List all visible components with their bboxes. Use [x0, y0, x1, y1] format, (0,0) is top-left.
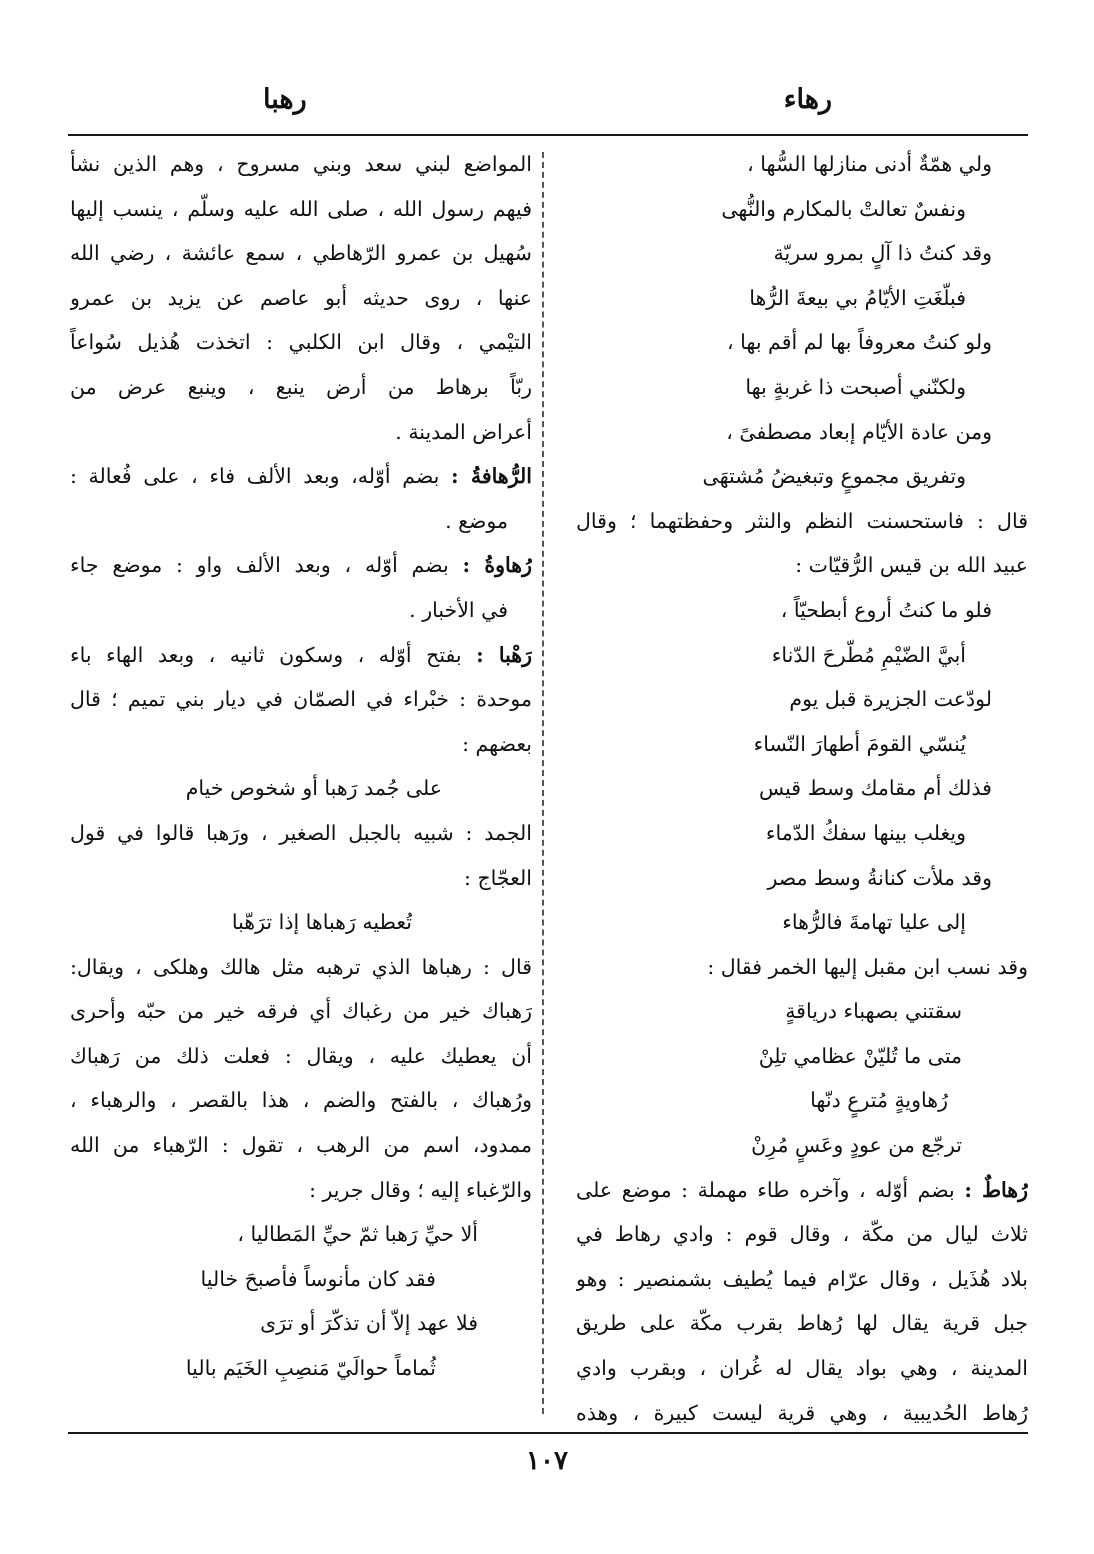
line-text: رَهباك خير من رغباك أي فرقه خير من حبّه وأحرى [70, 999, 532, 1024]
text-line [576, 1212, 1028, 1257]
entry-headword: رُهاطٌ : [964, 1177, 1028, 1202]
line-text: بضم أوّله، وبعد الألف فاء ، على فُعالة : [70, 464, 452, 489]
line-text: أن يعطيك عليه ، ويقال : فعلت ذلك من رَهباك [70, 1043, 532, 1068]
text-line [576, 633, 1028, 678]
line-text: العجّاج : [464, 865, 532, 890]
entry-headword: رَهْبا : [476, 642, 532, 667]
text-line [70, 633, 532, 678]
text-line [70, 1123, 532, 1168]
text-line [576, 588, 1028, 633]
text-line [70, 543, 532, 588]
text-line [70, 811, 532, 856]
text-line [576, 320, 1028, 365]
line-text: يُنسّي القومَ أطهارَ النّساء [753, 731, 966, 756]
text-line [70, 856, 532, 901]
text-line [70, 1257, 532, 1302]
text-line [576, 276, 1028, 321]
text-line [70, 1034, 532, 1079]
text-line [576, 677, 1028, 722]
text-line [576, 142, 1028, 187]
line-text: بفتح أوّله ، وسكون ثانيه ، وبعد الهاء باء [70, 642, 477, 667]
line-text: موضع . [445, 508, 508, 533]
text-line [70, 454, 532, 499]
line-text: بضم أوّله ، وبعد الألف واو : موضع جاء [70, 553, 463, 578]
text-line [576, 1391, 1028, 1436]
line-text: فبلّغَتِ الأيّامُ بي بيعةَ الرُّها [749, 285, 966, 310]
line-text: وقد كنتُ ذا آلٍ بمرو سريّة [773, 241, 992, 266]
text-line [70, 499, 532, 544]
text-line [70, 320, 532, 365]
text-line [70, 945, 532, 990]
text-line [70, 365, 532, 410]
text-line [576, 1123, 1028, 1168]
text-line [576, 1301, 1028, 1346]
line-text: ثُماماً حوالَيّ مَنصِبِ الخَيَم باليا [185, 1356, 436, 1381]
line-text: قال : رهباها الذي ترهبه مثل هالك وهلكى ، ويقال: [70, 954, 532, 979]
text-line [576, 989, 1028, 1034]
line-text: فيهم رسول الله ، صلى الله عليه وسلّم ، ينسب إليها [70, 196, 532, 221]
text-line [70, 410, 532, 455]
text-line [70, 722, 532, 767]
text-line [576, 1078, 1028, 1123]
line-text: تُعطيه رَهباها إذا ترَهّبا [231, 910, 412, 935]
line-text: أعراض المدينة . [395, 419, 532, 444]
text-line [70, 588, 532, 633]
text-line [576, 900, 1028, 945]
right-header-word: رهاء [783, 84, 832, 115]
line-text: ولي همّةٌ أدنى منازلها السُّها ، [747, 152, 992, 176]
entry-headword: الرُّهافةُ : [451, 464, 532, 489]
line-text: سُهيل بن عمرو الرّهاطي ، سمع عائشة ، رضي الله [70, 241, 532, 266]
line-text: الجمد : شبيه بالجبل الصغير ، ورَهبا قالوا في قول [70, 820, 532, 845]
line-text: ويغلب بينها سفكُ الدّماء [765, 820, 966, 845]
line-text: وتفريق مجموعٍ وتبغيضُ مُشتهَى [702, 464, 966, 489]
text-line [70, 677, 532, 722]
line-text: فلا عهد إلاّ أن تذكّرَ أو ترَى [260, 1311, 478, 1336]
text-line [576, 1034, 1028, 1079]
text-line [70, 142, 532, 187]
line-text: بلاد هُذَيل ، وقال عرّام فيما يُطيف بشمنصير : وهو [576, 1266, 1028, 1291]
line-text: ونفسٌ تعالتْ بالمكارم والنُّهى [721, 196, 966, 221]
text-line [576, 365, 1028, 410]
line-text: إلى عليا تهامةَ فالرُّهاء [782, 910, 966, 935]
text-line [70, 187, 532, 232]
text-line [576, 856, 1028, 901]
text-line [70, 1168, 532, 1213]
line-text: بضم أوّله ، وآخره طاء مهملة : موضع على [576, 1177, 965, 1202]
line-text: التيْمي ، وقال ابن الكلبي : اتخذت هُذيل سُواعاً [70, 330, 532, 355]
line-text: المواضع لبني سعد وبني مسروح ، وهم الذين نشأ [70, 152, 532, 176]
text-line [576, 722, 1028, 767]
text-line [70, 766, 532, 811]
entry-headword: رُهاوةُ : [462, 553, 532, 578]
text-line [70, 989, 532, 1034]
text-line [576, 499, 1028, 544]
text-line [576, 1346, 1028, 1391]
line-text: بعضهم : [462, 731, 532, 756]
line-text: على جُمد رَهبا أو شخوص خيام [185, 776, 442, 801]
column-divider [542, 152, 544, 1414]
line-text: متى ما تُليّنْ عظامي تلِنْ [758, 1043, 962, 1068]
line-text: أبيَّ الضّيْمِ مُطّرحَ الدّناء [771, 642, 966, 667]
line-text: موحدة : خبْراء في الصمّان في ديار بني تميم ؛ قال [70, 687, 532, 712]
line-text: وقد نسب ابن مقبل إليها الخمر فقال : [707, 954, 1028, 979]
text-line [576, 1168, 1028, 1213]
text-line [576, 187, 1028, 232]
text-line [576, 766, 1028, 811]
line-text: رُهاط الحُديبية ، وهي قرية ليست كبيرة ، وهذه [576, 1400, 1028, 1425]
line-text: قال : فاستحسنت النظم والنثر وحفظتهما ؛ وقال [576, 508, 1028, 533]
footer-rule [68, 1432, 1028, 1434]
line-text: ومن عادة الأيّام إبعاد مصطفىً ، [726, 419, 992, 444]
page-number: ١٠٧ [526, 1446, 568, 1476]
line-text: سقتني بصهباء درياقةٍ [785, 999, 962, 1024]
line-text: ربّاً برهاط من أرض ينبع ، وينبع عرض من [70, 374, 532, 399]
left-header-word: رهبا [263, 84, 307, 115]
line-text: عنها ، روى حديثه أبو عاصم عن يزيد بن عمرو [70, 285, 532, 310]
line-text: فلو ما كنتُ أروع أبطحيّاً ، [780, 597, 992, 622]
line-text: والرّغباء إليه ؛ وقال جرير : [309, 1177, 532, 1202]
text-line [576, 1257, 1028, 1302]
text-line [576, 454, 1028, 499]
line-text: ألا حيِّ رَهبا ثمّ حيِّ المَطاليا ، [237, 1222, 478, 1247]
text-line [70, 1212, 532, 1257]
text-line [70, 276, 532, 321]
line-text: وقد ملأت كنانةُ وسط مصر [767, 865, 992, 890]
line-text: فقد كان مأنوساً فأصبحَ خاليا [200, 1266, 436, 1291]
left-column [70, 142, 532, 1391]
text-line [576, 543, 1028, 588]
line-text: ثلاث ليال من مكّة ، وقال قوم : وادي رهاط في [576, 1222, 1028, 1247]
text-line [70, 1078, 532, 1123]
line-text: لودّعت الجزيرة قبل يوم [789, 687, 992, 712]
line-text: رُهاويةٍ مُترعٍ دنّها [810, 1088, 948, 1113]
text-line [576, 410, 1028, 455]
text-line [70, 231, 532, 276]
right-column [576, 142, 1028, 1435]
header-rule [68, 134, 1028, 136]
line-text: عبيد الله بن قيس الرُّقيّات : [795, 553, 1028, 578]
text-line [576, 811, 1028, 856]
line-text: فذلك أم مقامك وسط قيس [758, 776, 992, 801]
line-text: ترجّع من عودٍ وعَسٍ مُرِنْ [751, 1133, 962, 1158]
text-line [70, 1346, 532, 1391]
line-text: المدينة ، وهي بواد يقال له غُران ، وبقرب وادي [576, 1356, 1028, 1381]
line-text: ولو كنتُ معروفاً بها لم أقم بها ، [727, 330, 992, 355]
text-line [70, 1301, 532, 1346]
text-line [70, 900, 532, 945]
line-text: في الأخبار . [409, 597, 508, 622]
text-line [576, 231, 1028, 276]
line-text: جبل قرية يقال لها رُهاط بقرب مكّة على طريق [576, 1311, 1028, 1336]
line-text: ورُهباك ، بالفتح والضم ، هذا بالقصر ، والرهباء ، [70, 1088, 532, 1113]
line-text: ولكنّني أصبحت ذا غربةٍ بها [745, 374, 966, 399]
line-text: ممدود، اسم من الرهب ، تقول : الرّهباء من الله [70, 1133, 532, 1158]
text-line [576, 945, 1028, 990]
